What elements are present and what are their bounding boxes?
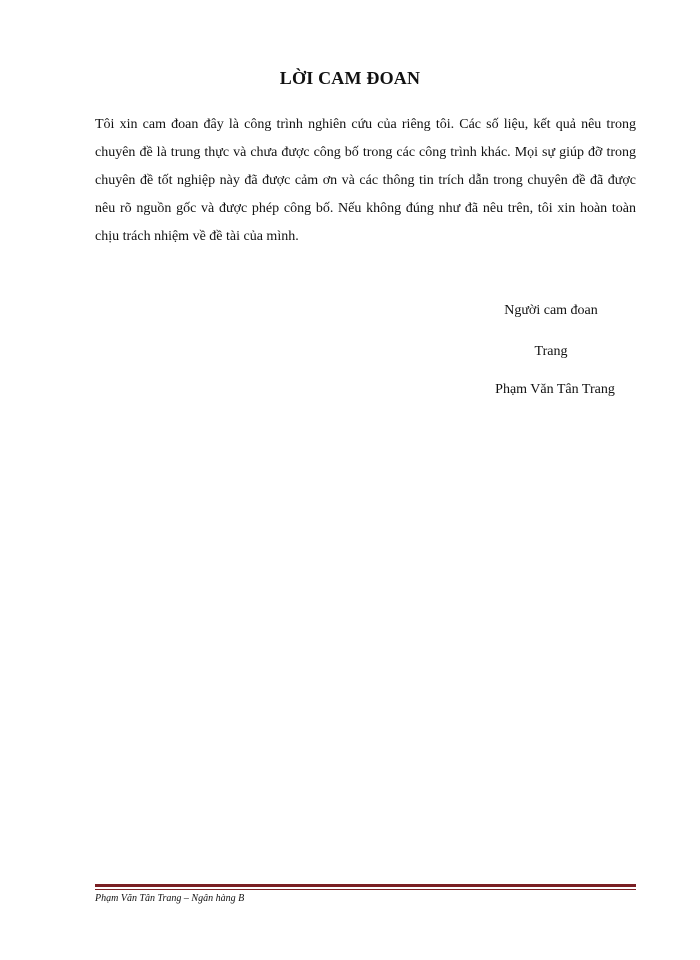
footer-text: Phạm Văn Tân Trang – Ngân hàng B bbox=[95, 893, 245, 904]
footer-divider-thick bbox=[95, 884, 636, 887]
signer-name: Phạm Văn Tân Trang bbox=[495, 382, 615, 397]
signature: Trang bbox=[534, 344, 568, 359]
footer-divider-thin bbox=[95, 889, 636, 890]
footer-divider bbox=[95, 884, 636, 890]
declaration-paragraph: Tôi xin cam đoan đây là công trình nghiên cứu của riêng tôi. Các số liệu, kết quả nêu trong chuyên đề là trung thực và chưa được công bố trong các công trình khác. Mọi sự giúp đỡ trong chuyên đề tốt nghiệp này đã được cảm ơn và các thông tin trích dẫn trong chuyên đề đã được nêu rõ nguồn gốc và được phép công bố. Nếu không đúng như đã nêu trên, tôi xin hoàn toàn chịu trách nhiệm về đề tài của mình. bbox=[95, 117, 636, 244]
signer-role: Người cam đoan bbox=[504, 303, 598, 318]
page-title: LỜI CAM ĐOAN bbox=[279, 68, 421, 88]
